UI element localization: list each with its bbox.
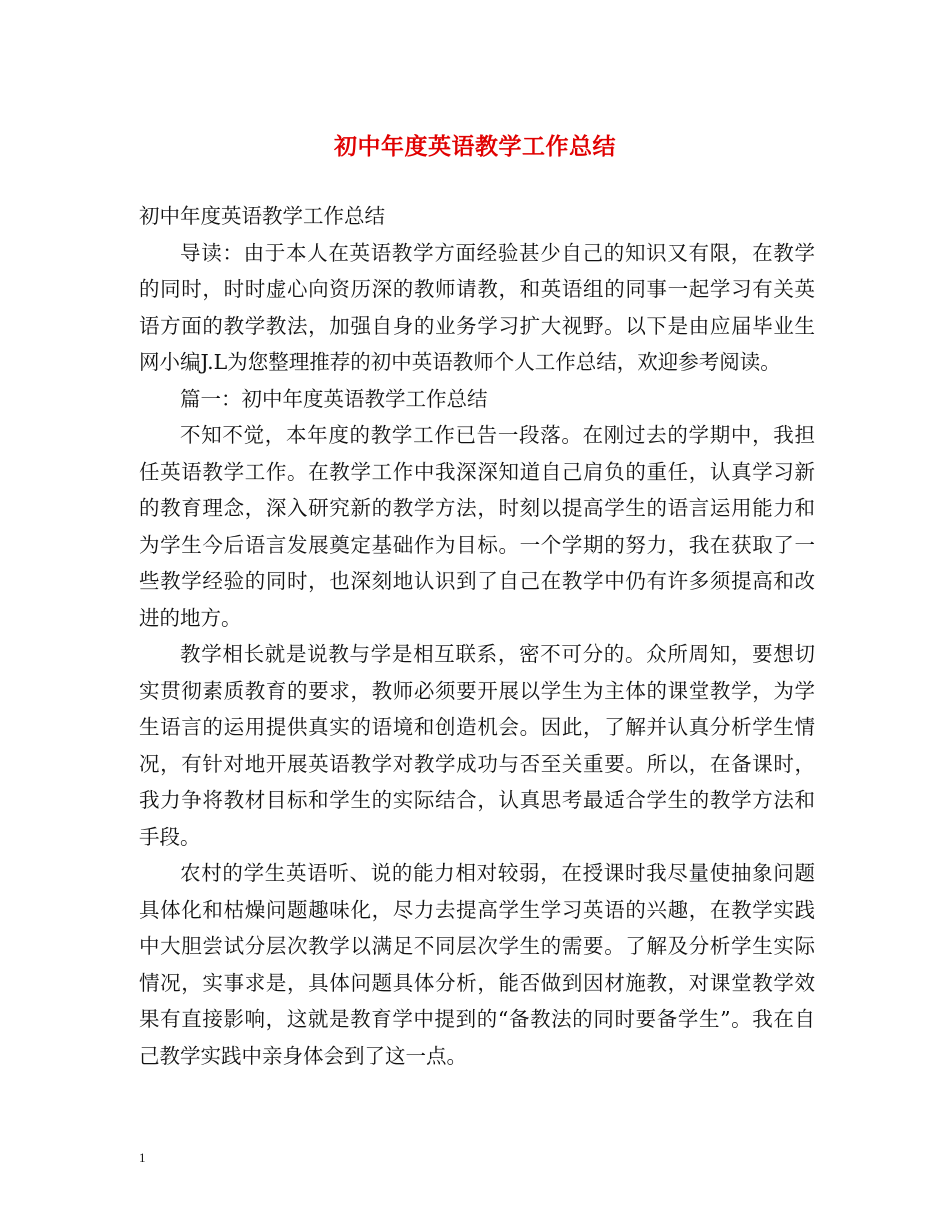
page-number: 1 bbox=[139, 1150, 146, 1165]
subtitle-paragraph: 初中年度英语教学工作总结 bbox=[139, 204, 385, 228]
body-paragraph: 教学相长就是说教与学是相互联系，密不可分的。众所周知，要想切实贯彻素质教育的要求，教师必须要开展以学生为主体的课堂教学，为学生语言的运用提供真实的语境和创造机会。因此，了解并认真分析学生情况，有针对地开展英语教学对教学成功与否至关重要。所以，在备课时，我力争将教材目标和学生的实际结合，认真思考最适合学生的教学方法和手段。 bbox=[139, 642, 815, 849]
document-body bbox=[139, 198, 815, 1074]
body-paragraph: 农村的学生英语听、说的能力相对较弱，在授课时我尽量使抽象问题具体化和枯燥问题趣味化，尽力去提高学生学习英语的兴趣，在教学实践中大胆尝试分层次教学以满足不同层次学生的需要。了解及分析学生实际情况，实事求是，具体问题具体分析，能否做到因材施教，对课堂教学效果有直接影响，这就是教育学中提到的“备教法的同时要备学生”。我在自己教学实践中亲身体会到了这一点。 bbox=[139, 861, 815, 1068]
body-paragraph: 不知不觉，本年度的教学工作已告一段落。在刚过去的学期中，我担任英语教学工作。在教学工作中我深深知道自己肩负的重任，认真学习新的教育理念，深入研究新的教学方法，时刻以提高学生的语言运用能力和为学生今后语言发展奠定基础作为目标。一个学期的努力，我在获取了一些教学经验的同时，也深刻地认识到了自己在教学中仍有许多须提高和改进的地方。 bbox=[139, 423, 815, 630]
intro-paragraph: 导读：由于本人在英语教学方面经验甚少自己的知识又有限，在教学的同时，时时虚心向资历深的教师请教，和英语组的同事一起学习有关英语方面的教学教法，加强自身的业务学习扩大视野。以下是由应届毕业生网小编J.L为您整理推荐的初中英语教师个人工作总结，欢迎参考阅读。 bbox=[139, 240, 815, 374]
section-heading: 篇一：初中年度英语教学工作总结 bbox=[180, 386, 488, 411]
document-title: 初中年度英语教学工作总结 bbox=[334, 133, 616, 160]
